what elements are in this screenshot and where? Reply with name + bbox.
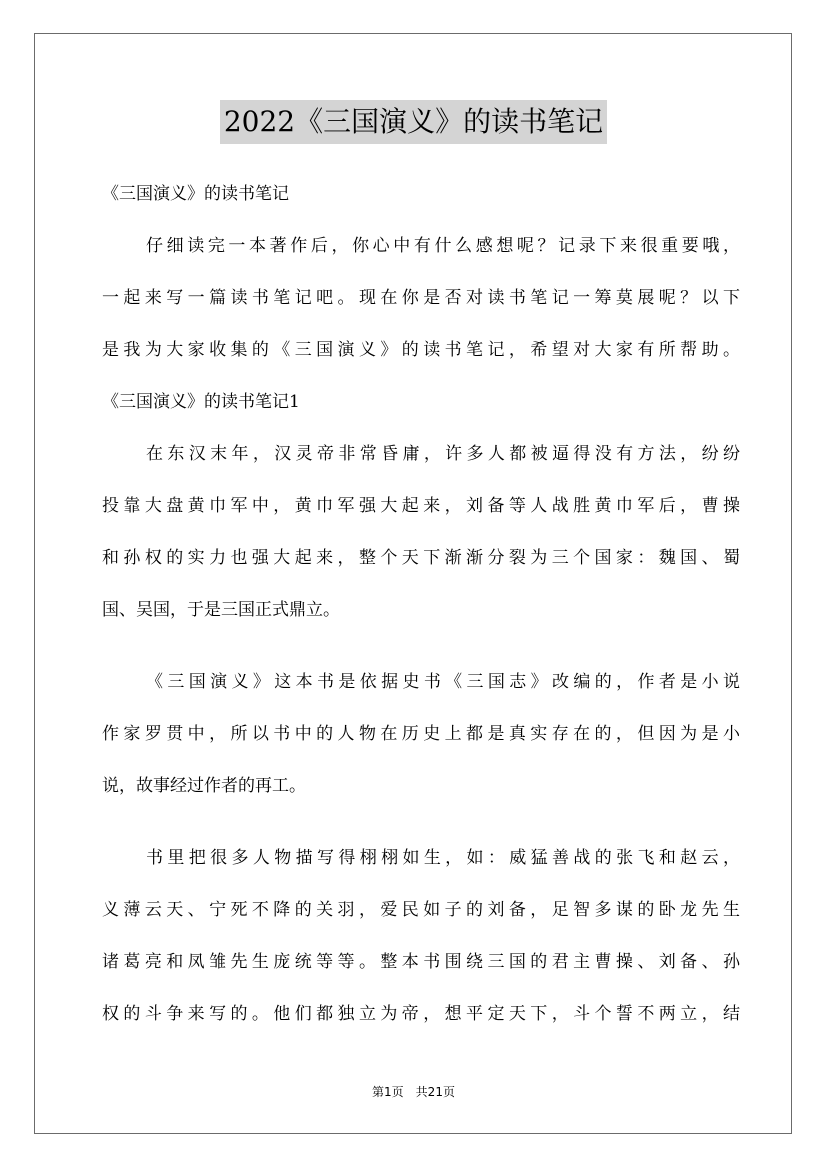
paragraph-gap (102, 636, 740, 656)
text-line: 书里把很多人物描写得栩栩如生，如：威猛善战的张飞和赵云， (146, 848, 740, 868)
text-line: 说，故事经过作者的再工。 (102, 776, 306, 796)
text-line: 义薄云天、宁死不降的关羽，爱民如子的刘备，足智多谋的卧龙先生 (102, 900, 740, 920)
document-body (102, 168, 740, 1040)
text-line: 和孙权的实力也强大起来，整个天下渐渐分裂为三个国家：魏国、蜀 (102, 548, 740, 568)
document-title: 2022《三国演义》的读书笔记 (220, 100, 607, 144)
text-line: 投靠大盘黄巾军中，黄巾军强大起来，刘备等人战胜黄巾军后，曹操 (102, 496, 740, 516)
text-line: 作家罗贯中，所以书中的人物在历史上都是真实存在的，但因为是小 (102, 724, 740, 744)
text-line: 诸葛亮和凤雏先生庞统等等。整本书围绕三国的君主曹操、刘备、孙 (102, 952, 740, 972)
paragraph-gap (102, 812, 740, 832)
text-line: 是我为大家收集的《三国演义》的读书笔记，希望对大家有所帮助。 (102, 340, 740, 360)
text-line: 权的斗争来写的。他们都独立为帝，想平定天下，斗个誓不两立，结 (102, 1004, 740, 1024)
text-line: 一起来写一篇读书笔记吧。现在你是否对读书笔记一筹莫展呢？以下 (102, 288, 740, 308)
section-heading: 《三国演义》的读书笔记1 (102, 392, 300, 412)
page-number: 第1页 共21页 (372, 1085, 455, 1099)
text-line: 国、吴国，于是三国正式鼎立。 (102, 600, 340, 620)
text-line: 《三国演义》这本书是依据史书《三国志》改编的，作者是小说 (146, 672, 740, 692)
text-line: 仔细读完一本著作后，你心中有什么感想呢？记录下来很重要哦， (146, 236, 740, 256)
subtitle-line: 《三国演义》的读书笔记 (102, 184, 289, 204)
title-area (0, 100, 827, 144)
text-line: 在东汉末年，汉灵帝非常昏庸，许多人都被逼得没有方法，纷纷 (146, 444, 740, 464)
